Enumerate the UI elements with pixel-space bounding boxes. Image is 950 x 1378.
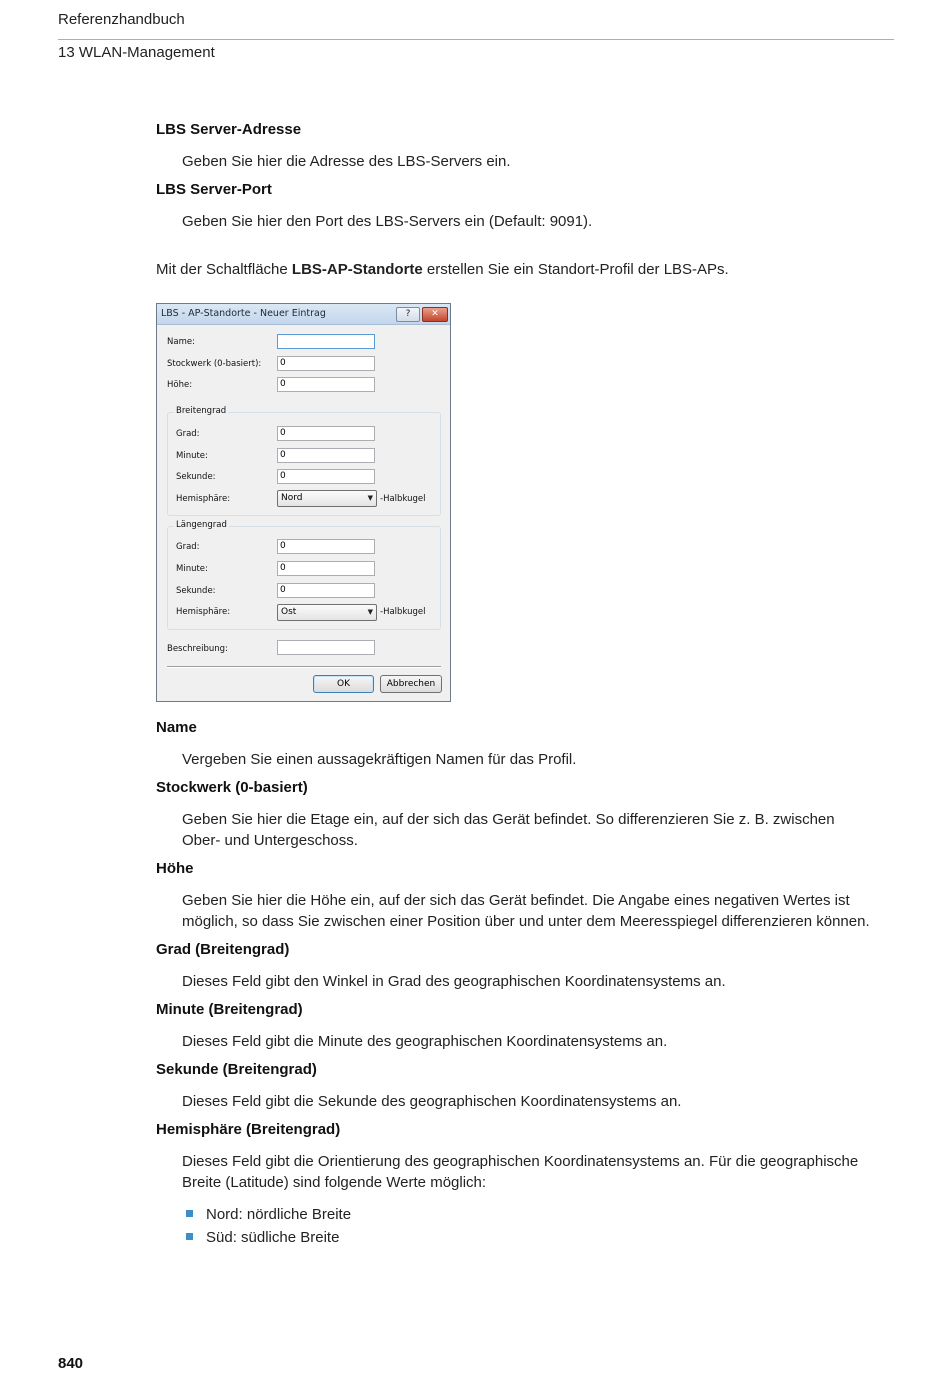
height-label: Höhe: <box>167 380 193 390</box>
term-lat-second: Sekunde (Breitengrad) <box>156 1061 317 1078</box>
intro-paragraph <box>156 261 729 278</box>
name-field[interactable] <box>277 334 375 349</box>
list-item <box>182 1227 351 1250</box>
lon-hemisphere-select[interactable] <box>277 604 377 621</box>
term-lat-hemisphere: Hemisphäre (Breitengrad) <box>156 1121 341 1138</box>
hemisphere-values-list <box>182 1204 351 1250</box>
height-field[interactable]: 0 <box>277 377 375 392</box>
desc-lat-minute: Dieses Feld gibt die Minute des geographischen Koordinatensystems an. <box>182 1033 668 1050</box>
term-lat-degree: Grad (Breitengrad) <box>156 941 290 958</box>
term-lbs-server-port: LBS Server-Port <box>156 181 272 198</box>
lat-hemisphere-suffix: -Halbkugel <box>380 494 426 504</box>
lon-hemisphere-label: Hemisphäre: <box>176 607 231 617</box>
dialog-titlebar <box>157 304 450 325</box>
intro-text-before: Mit der Schaltfläche <box>156 261 292 278</box>
desc-height: Geben Sie hier die Höhe ein, auf der sich das Gerät befindet. Die Angabe eines negativen Wertes ist möglich, so dass Sie zwischen einer Position über und unter dem Meeresspiegel differenzieren können. <box>182 892 870 930</box>
desc-floor: Geben Sie hier die Etage ein, auf der sich das Gerät befindet. So differenzieren Sie z. B. zwischen Ober- und Untergeschoss. <box>182 811 835 849</box>
latitude-group-title: Breitengrad <box>176 406 227 416</box>
desc-lat-second: Dieses Feld gibt die Sekunde des geographischen Koordinatensystems an. <box>182 1093 682 1110</box>
desc-lbs-server-address: Geben Sie hier die Adresse des LBS-Servers ein. <box>182 153 511 170</box>
term-name: Name <box>156 719 197 736</box>
dialog-separator <box>167 666 441 668</box>
chevron-down-icon: ▼ <box>367 494 373 502</box>
term-height: Höhe <box>156 860 194 877</box>
lon-hemisphere-suffix: -Halbkugel <box>380 607 426 617</box>
intro-text-after: erstellen Sie ein Standort-Profil der LBS-APs. <box>422 261 729 278</box>
longitude-group-title: Längengrad <box>176 520 227 530</box>
desc-lat-degree: Dieses Feld gibt den Winkel in Grad des geographischen Koordinatensystems an. <box>182 973 726 990</box>
floor-field[interactable]: 0 <box>277 356 375 371</box>
help-button[interactable]: ? <box>396 307 420 322</box>
bullet-square-icon <box>186 1210 193 1217</box>
lat-degree-field[interactable]: 0 <box>277 426 375 441</box>
lat-second-field[interactable]: 0 <box>277 469 375 484</box>
page-number: 840 <box>58 1355 84 1372</box>
running-header-title: Referenzhandbuch <box>58 11 185 28</box>
lat-hemisphere-select[interactable] <box>277 490 377 507</box>
desc-lbs-server-port: Geben Sie hier den Port des LBS-Servers ein (Default: 9091). <box>182 213 593 230</box>
cancel-button[interactable]: Abbrechen <box>380 675 442 693</box>
lon-minute-label: Minute: <box>176 564 208 574</box>
desc-name: Vergeben Sie einen aussagekräftigen Namen für das Profil. <box>182 751 577 768</box>
ok-button[interactable]: OK <box>313 675 374 693</box>
lbs-ap-locations-dialog <box>156 303 451 702</box>
intro-button-name: LBS-AP-Standorte <box>291 261 423 278</box>
lat-minute-field[interactable]: 0 <box>277 448 375 463</box>
lon-degree-field[interactable]: 0 <box>277 539 375 554</box>
header-rule <box>58 39 894 40</box>
term-lbs-server-address: LBS Server-Adresse <box>156 121 302 138</box>
bullet-text: Nord: nördliche Breite <box>206 1206 352 1223</box>
running-header-chapter: 13 WLAN-Management <box>58 44 215 61</box>
lon-degree-label: Grad: <box>176 542 200 552</box>
lat-minute-label: Minute: <box>176 451 208 461</box>
list-item <box>182 1204 351 1227</box>
bullet-text: Süd: südliche Breite <box>206 1229 340 1246</box>
lat-hemisphere-label: Hemisphäre: <box>176 494 231 504</box>
lon-second-field[interactable]: 0 <box>277 583 375 598</box>
lat-hemisphere-value: Nord <box>281 493 303 503</box>
description-label: Beschreibung: <box>167 644 228 654</box>
lat-degree-label: Grad: <box>176 429 200 439</box>
lat-second-label: Sekunde: <box>176 472 216 482</box>
lon-second-label: Sekunde: <box>176 586 216 596</box>
floor-label: Stockwerk (0-basiert): <box>167 359 262 369</box>
description-field[interactable] <box>277 640 375 655</box>
lon-hemisphere-value: Ost <box>281 607 297 617</box>
bullet-square-icon <box>186 1233 193 1240</box>
name-label: Name: <box>167 337 195 347</box>
close-button[interactable]: ✕ <box>422 307 448 322</box>
dialog-title: LBS - AP-Standorte - Neuer Eintrag <box>161 308 326 319</box>
lon-minute-field[interactable]: 0 <box>277 561 375 576</box>
term-lat-minute: Minute (Breitengrad) <box>156 1001 303 1018</box>
term-floor: Stockwerk (0-basiert) <box>156 779 308 796</box>
chevron-down-icon: ▼ <box>367 608 373 616</box>
desc-lat-hemisphere: Dieses Feld gibt die Orientierung des geographischen Koordinatensystems an. Für die geographische Breite (Latitude) sind folgende Werte möglich: <box>182 1153 859 1191</box>
